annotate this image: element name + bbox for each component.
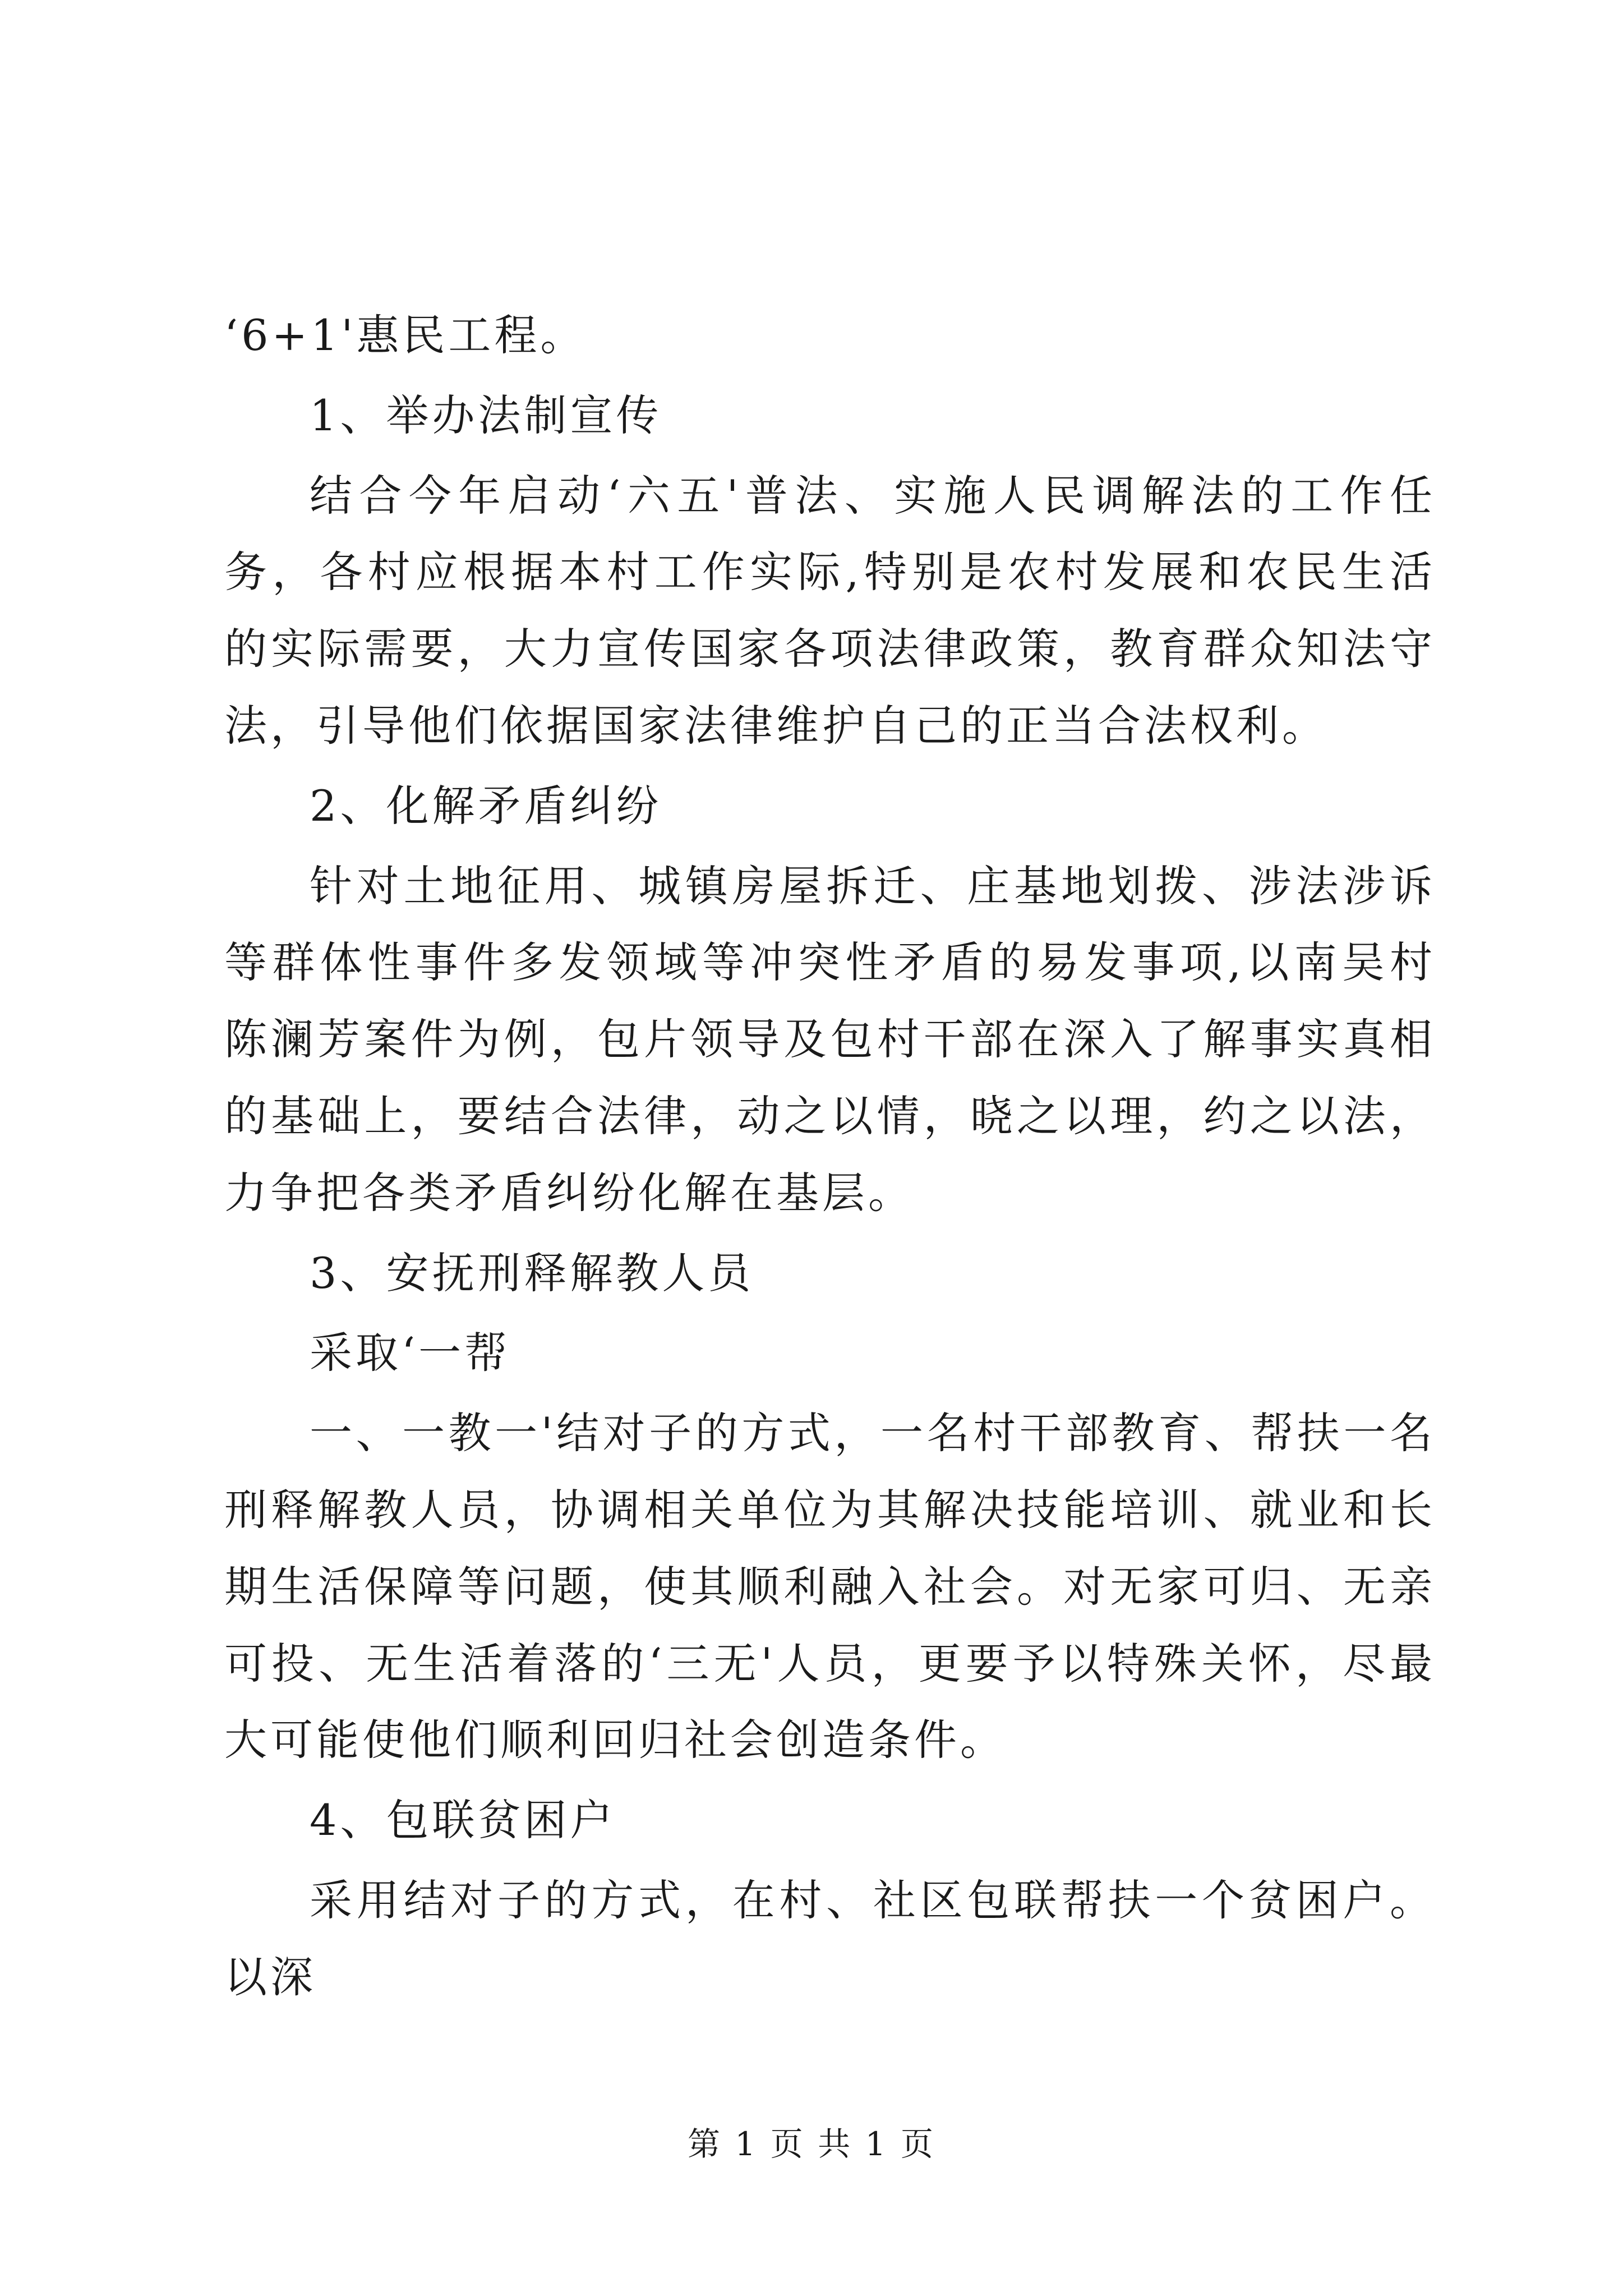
heading-resolve-disputes: 2、化解矛盾纠纷 (310, 780, 662, 831)
document-body (224, 297, 1436, 2019)
heading-legal-publicity: 1、举办法制宣传 (310, 390, 662, 440)
paragraph-project-name: ‘6+1'惠民工程。 (224, 310, 587, 360)
paragraph-adopt-method: 采取‘一帮 (310, 1328, 511, 1378)
paragraph-legal-publicity: 结合今年启动‘六五'普法、实施人民调解法的工作任务，各村应根据本村工作实际,特别是农村发展和农民生活的实际需要，大力宣传国家各项法律政策，教育群众知法守法，引导他们依据国家法律维护自己的正当合法权利。 (224, 470, 1436, 751)
heading-poor-households: 4、包联贫困户 (310, 1795, 616, 1846)
paragraph-poor-households: 采用结对子的方式，在村、社区包联帮扶一个贫困户。以深 (224, 1875, 1436, 2002)
paragraph-resolve-disputes: 针对土地征用、城镇房屋拆迁、庄基地划拨、涉法涉诉等群体性事件多发领域等冲突性矛盾的易发事项,以南吴村陈澜芳案件为例，包片领导及包村干部在深入了解事实真相的基础上，要结合法律，动之以情，晓之以理，约之以法，力争把各类矛盾纠纷化解在基层。 (224, 861, 1436, 1218)
heading-released-persons: 3、安抚刑释解教人员 (310, 1248, 754, 1298)
paragraph-pairing-method: 一、一教一'结对子的方式，一名村干部教育、帮扶一名刑释解教人员，协调相关单位为其解决技能培训、就业和长期生活保障等问题，使其顺利融入社会。对无家可归、无亲可投、无生活着落的‘三无'人员，更要予以特殊关怀，尽最大可能使他们顺利回归社会创造条件。 (224, 1408, 1436, 1765)
page-number-footer: 第 1 页 共 1 页 (688, 2125, 935, 2163)
